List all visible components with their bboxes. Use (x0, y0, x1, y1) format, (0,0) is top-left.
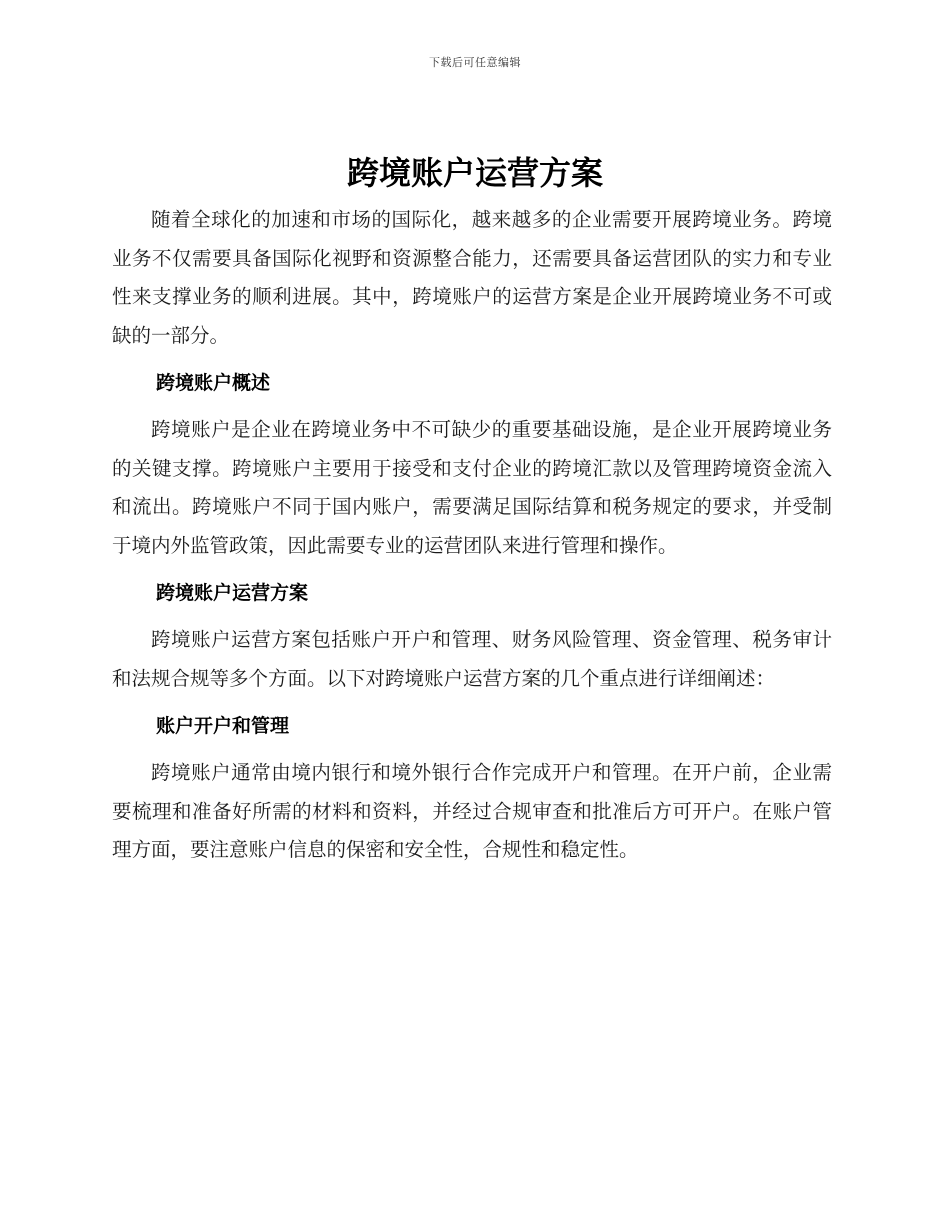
document-title: 跨境账户运营方案 (346, 154, 603, 192)
overview-paragraph: 跨境账户是企业在跨境业务中不可缺少的重要基础设施，是企业开展跨境业务的关键支撑。跨境账户主要用于接受和支付企业的跨境汇款以及管理跨境资金流入和流出。跨境账户不同于国内账户，需要满足国际结算和税务规定的要求，并受制于境内外监管政策，因此需要专业的运营团队来进行管理和操作。 (112, 418, 832, 557)
account-opening-paragraph: 跨境账户通常由境内银行和境外银行合作完成开户和管理。在开户前，企业需要梳理和准备好所需的材料和资料，并经过合规审查和批准后方可开户。在账户管理方面，要注意账户信息的保密和安全性，合规性和稳定性。 (112, 761, 832, 861)
intro-paragraph: 随着全球化的加速和市场的国际化，越来越多的企业需要开展跨境业务。跨境业务不仅需要具备国际化视野和资源整合能力，还需要具备运营团队的实力和专业性来支撑业务的顺利进展。其中，跨境账户的运营方案是企业开展跨境业务不可或缺的一部分。 (112, 208, 832, 347)
document-body (112, 201, 832, 870)
section-heading-operation-plan: 跨境账户运营方案 (156, 582, 309, 604)
operation-plan-paragraph: 跨境账户运营方案包括账户开户和管理、财务风险管理、资金管理、税务审计和法规合规等多个方面。以下对跨境账户运营方案的几个重点进行详细阐述： (112, 628, 832, 690)
section-heading-account-opening: 账户开户和管理 (156, 715, 290, 737)
page-header-note: 下载后可任意编辑 (429, 56, 521, 69)
section-heading-overview: 跨境账户概述 (156, 372, 271, 394)
